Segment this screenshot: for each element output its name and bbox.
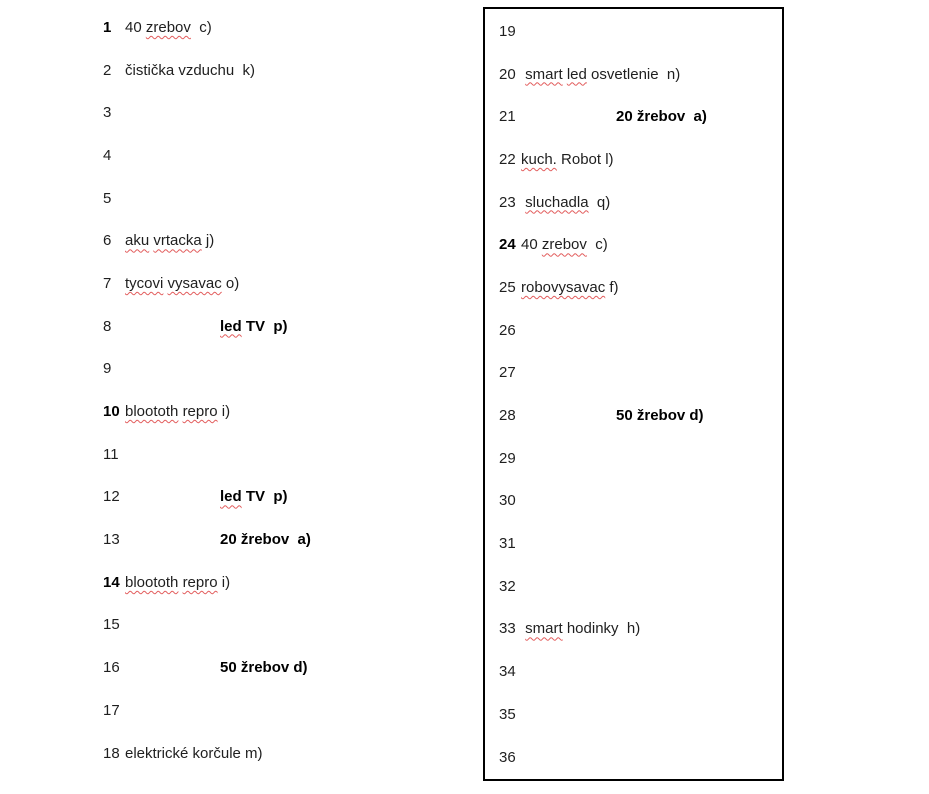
list-item: [103, 433, 463, 476]
misspelled-word: zrebov: [145, 18, 191, 36]
misspelled-word: vrtacka: [153, 232, 202, 250]
item-text: [125, 403, 230, 420]
item-text: [521, 194, 610, 211]
item-text: [521, 279, 619, 296]
item-number: 22: [499, 150, 516, 168]
list-item: [103, 348, 463, 391]
list-item: [103, 604, 463, 647]
item-number: 32: [499, 577, 516, 595]
item-number: 17: [103, 701, 120, 719]
list-item: [499, 181, 782, 224]
misspelled-word: smart: [525, 620, 563, 638]
list-item: [499, 352, 782, 395]
item-text: [616, 407, 704, 424]
text-segment: TV p): [241, 488, 288, 506]
list-item: [499, 138, 782, 181]
item-text: [220, 659, 308, 676]
list-item: [103, 689, 463, 732]
text-segment: j): [201, 232, 215, 250]
item-number: 31: [499, 535, 516, 553]
item-text: [616, 108, 707, 125]
misspelled-word: led: [220, 488, 242, 506]
misspelled-word: tycovi: [125, 274, 164, 292]
item-number: 30: [499, 492, 516, 510]
text-segment: 20 žrebov a): [616, 108, 707, 126]
text-segment: osvetlenie n): [586, 65, 681, 83]
text-segment: 20 žrebov a): [220, 531, 311, 549]
item-text: [521, 236, 608, 253]
text-segment: 50 žrebov d): [220, 659, 308, 677]
item-number: 36: [499, 748, 516, 766]
list-item: [103, 476, 463, 519]
item-number: 21: [499, 108, 516, 126]
item-text: [220, 318, 288, 335]
numbered-list-right-column-box: [483, 7, 784, 781]
item-number: 10: [103, 403, 120, 421]
text-segment: 40: [521, 236, 542, 254]
item-number: 29: [499, 449, 516, 467]
item-number: 14: [103, 573, 120, 591]
item-number: 19: [499, 22, 516, 40]
numbered-list-left-column: [103, 6, 463, 774]
item-text: [125, 574, 230, 591]
text-segment: TV p): [241, 317, 288, 335]
item-text: [125, 745, 263, 762]
text-segment: o): [221, 274, 240, 292]
misspelled-word: sluchadla: [525, 193, 589, 211]
misspelled-word: robovysavac: [521, 278, 606, 296]
item-text: [125, 62, 255, 79]
list-item: [103, 732, 463, 775]
list-item: [103, 390, 463, 433]
misspelled-word: bloototh: [125, 403, 179, 421]
list-item: [103, 262, 463, 305]
list-item: [499, 95, 782, 138]
text-segment: elektrické korčule m): [125, 744, 263, 762]
list-item: [499, 53, 782, 96]
misspelled-word: bloototh: [125, 573, 179, 591]
numbered-list-right-column: [485, 9, 782, 778]
item-number: 33: [499, 620, 516, 638]
item-number: 26: [499, 321, 516, 339]
text-segment: i): [217, 573, 231, 591]
item-number: 1: [103, 18, 112, 36]
item-number: 11: [103, 445, 119, 463]
misspelled-word: repro: [182, 403, 218, 421]
list-item: [499, 266, 782, 309]
list-item: [103, 49, 463, 92]
item-number: 34: [499, 663, 516, 681]
list-item: [499, 309, 782, 352]
misspelled-word: vysavac: [167, 274, 222, 292]
item-text: [521, 151, 614, 168]
item-number: 6: [103, 232, 112, 250]
item-number: 35: [499, 705, 516, 723]
misspelled-word: zrebov: [541, 236, 587, 254]
text-segment: 50 žrebov d): [616, 407, 704, 425]
misspelled-word: led: [220, 317, 242, 335]
item-number: 25: [499, 278, 516, 296]
item-number: 18: [103, 744, 120, 762]
item-number: 9: [103, 360, 112, 378]
list-item: [103, 518, 463, 561]
item-number: 3: [103, 104, 112, 122]
misspelled-word: repro: [182, 573, 218, 591]
list-item: [499, 480, 782, 523]
misspelled-word: aku: [125, 232, 150, 250]
item-number: 8: [103, 317, 112, 335]
list-item: [103, 134, 463, 177]
text-segment: c): [190, 18, 212, 36]
item-text: [220, 531, 311, 548]
item-text: [521, 620, 640, 637]
text-segment: c): [586, 236, 608, 254]
item-text: [521, 66, 680, 83]
item-number: 15: [103, 616, 120, 634]
list-item: [499, 650, 782, 693]
item-number: 28: [499, 407, 516, 425]
text-segment: Robot l): [556, 150, 614, 168]
list-item: [499, 437, 782, 480]
list-item: [103, 561, 463, 604]
item-text: [125, 19, 212, 36]
list-item: [103, 91, 463, 134]
text-segment: f): [605, 278, 619, 296]
text-segment: q): [588, 193, 611, 211]
list-item: [103, 219, 463, 262]
item-text: [125, 232, 214, 249]
text-segment: 40: [125, 18, 146, 36]
list-item: [499, 736, 782, 779]
item-number: 7: [103, 274, 112, 292]
list-item: [499, 223, 782, 266]
list-item: [103, 6, 463, 49]
item-text: [125, 275, 239, 292]
list-item: [499, 693, 782, 736]
item-number: 4: [103, 146, 112, 164]
text-segment: i): [217, 403, 231, 421]
item-number: 12: [103, 488, 120, 506]
text-segment: čistička vzduchu k): [125, 61, 256, 79]
misspelled-word: kuch.: [521, 150, 557, 168]
item-text: [220, 488, 288, 505]
list-item: [103, 305, 463, 348]
item-number: 16: [103, 659, 120, 677]
list-item: [103, 646, 463, 689]
list-item: [499, 10, 782, 53]
list-item: [499, 565, 782, 608]
item-number: 5: [103, 189, 112, 207]
item-number: 2: [103, 61, 112, 79]
misspelled-word: led: [566, 65, 587, 83]
item-number: 24: [499, 236, 516, 254]
item-number: 20: [499, 65, 516, 83]
list-item: [499, 522, 782, 565]
list-item: [103, 177, 463, 220]
item-number: 27: [499, 364, 516, 382]
misspelled-word: smart: [525, 65, 563, 83]
text-segment: hodinky h): [562, 620, 641, 638]
list-item: [499, 394, 782, 437]
list-item: [499, 608, 782, 651]
item-number: 13: [103, 531, 120, 549]
item-number: 23: [499, 193, 516, 211]
